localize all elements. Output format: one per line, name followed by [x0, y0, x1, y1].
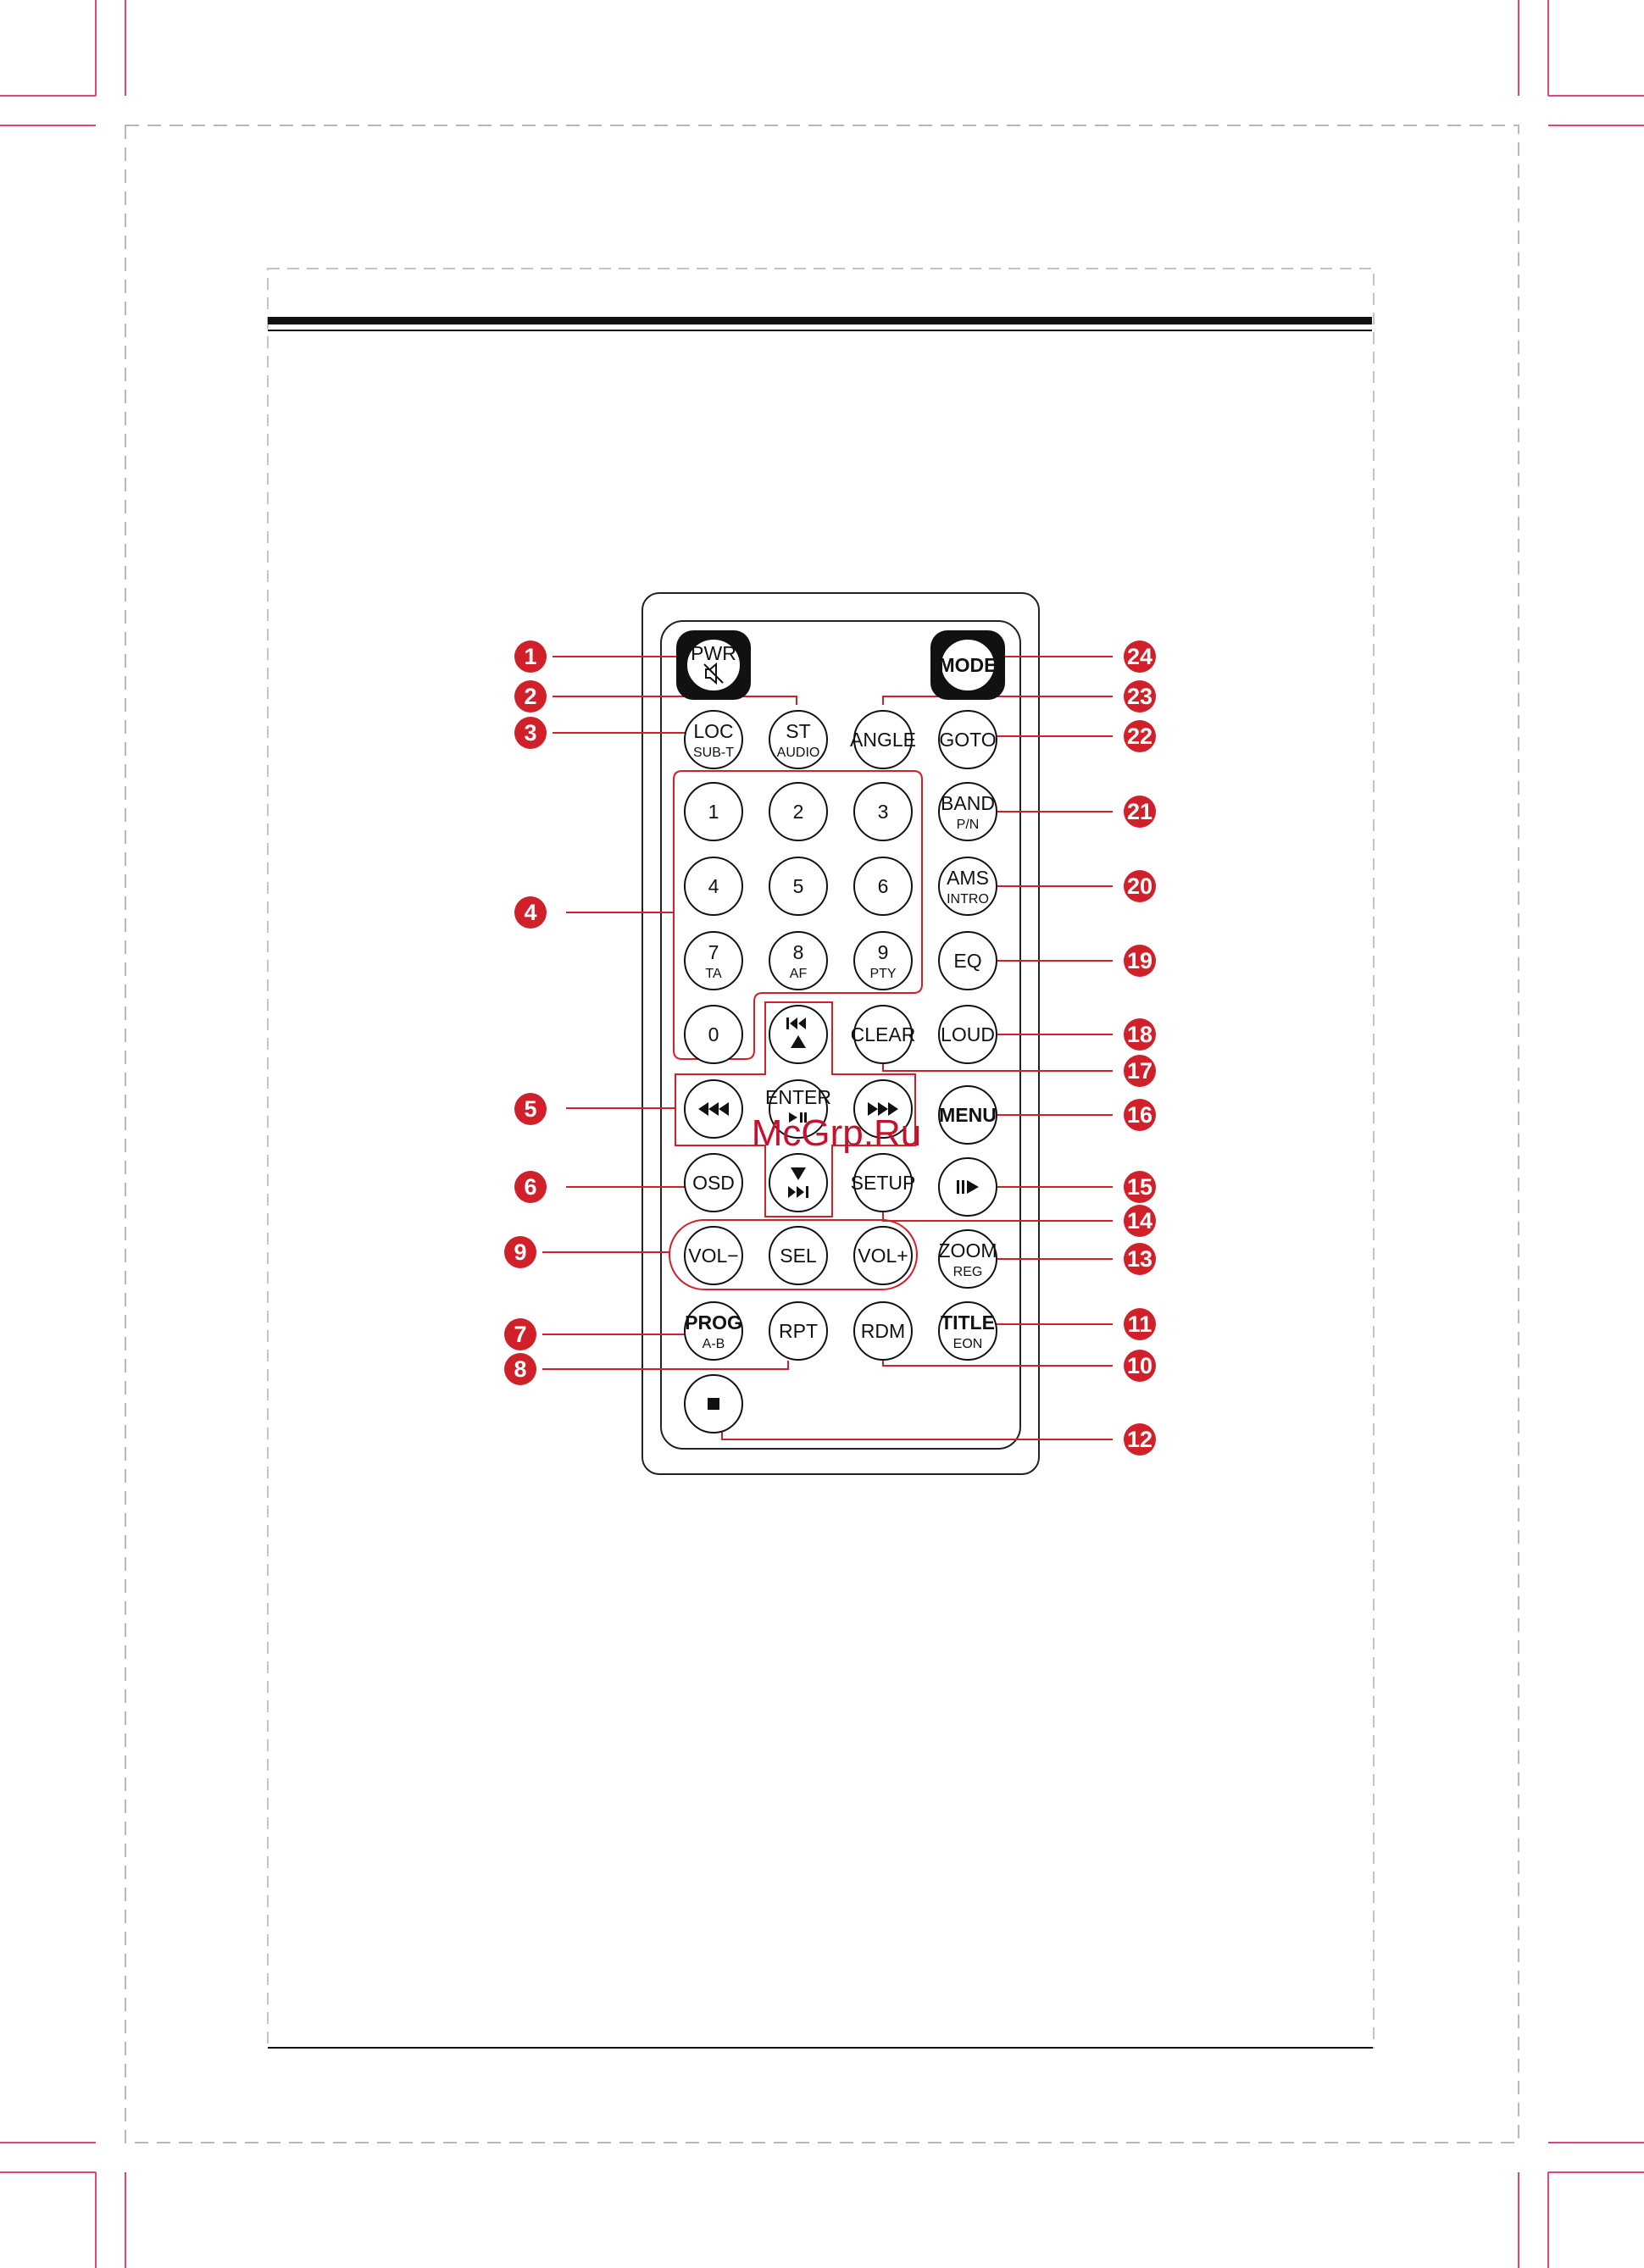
watermark: McGrp.Ru [751, 1112, 922, 1154]
callout-number: 2 [524, 684, 537, 709]
button-label: PWR [691, 642, 736, 664]
n1-button[interactable] [685, 783, 742, 840]
button-sublabel: REG [953, 1265, 983, 1279]
title-button[interactable] [939, 1302, 997, 1360]
callout-number: 3 [524, 720, 537, 746]
callout-16 [1124, 1099, 1156, 1131]
callout-9 [504, 1236, 536, 1268]
sel-button[interactable] [769, 1227, 827, 1284]
callout-number: 4 [524, 900, 537, 925]
button-label: MENU [939, 1104, 997, 1126]
callout-22 [1124, 720, 1156, 752]
callout-number: 15 [1126, 1174, 1153, 1200]
prog-button[interactable] [685, 1302, 742, 1360]
callout-number: 9 [514, 1239, 527, 1265]
button-label: ANGLE [850, 729, 916, 751]
button-label: 1 [708, 801, 719, 823]
menu-button[interactable] [939, 1086, 997, 1144]
callout-23 [1124, 680, 1156, 713]
callout-6 [514, 1171, 547, 1203]
callout-10 [1124, 1350, 1156, 1382]
header-rule [268, 330, 1372, 331]
callout-number: 24 [1126, 644, 1153, 669]
callout-18 [1124, 1018, 1156, 1051]
button-sublabel: EON [953, 1337, 983, 1351]
button-label: RDM [860, 1320, 906, 1342]
button-label: PROG [685, 1311, 742, 1334]
callout-number: 8 [514, 1356, 527, 1382]
button-label: 4 [708, 875, 719, 897]
rew-button[interactable] [685, 1080, 742, 1138]
button-label: CLEAR [850, 1023, 916, 1045]
n4-button[interactable] [685, 857, 742, 915]
button-sublabel: PTY [869, 967, 897, 981]
callout-number: 12 [1126, 1427, 1153, 1452]
callout-5 [514, 1093, 547, 1125]
rpt-button[interactable] [769, 1302, 827, 1360]
button-label: AMS [947, 867, 989, 889]
callout-2 [514, 680, 547, 713]
callout-number: 7 [514, 1322, 527, 1347]
callout-13 [1124, 1243, 1156, 1275]
button-sublabel: AUDIO [776, 746, 820, 760]
goto-button[interactable] [939, 711, 997, 768]
loud-button[interactable] [939, 1006, 997, 1063]
n9-button[interactable] [854, 932, 912, 990]
callout-11 [1124, 1308, 1156, 1340]
callout-number: 20 [1126, 873, 1153, 899]
step-button[interactable] [939, 1158, 997, 1216]
rdm-button[interactable] [854, 1302, 912, 1360]
callout-4 [514, 896, 547, 929]
mode-button[interactable] [930, 630, 1005, 700]
volm-button[interactable] [685, 1227, 742, 1284]
button-face [769, 1006, 827, 1063]
callout-number: 11 [1127, 1311, 1152, 1337]
callout-number: 19 [1126, 948, 1153, 973]
button-label: BAND [941, 792, 995, 814]
button-label: GOTO [939, 729, 997, 751]
eq-button[interactable] [939, 932, 997, 990]
button-sublabel: TA [705, 967, 722, 981]
button-sublabel: INTRO [947, 892, 989, 907]
callout-12 [1124, 1423, 1156, 1456]
button-label: ST [786, 720, 811, 742]
callout-14 [1124, 1205, 1156, 1237]
button-label: VOL+ [858, 1245, 908, 1267]
n5-button[interactable] [769, 857, 827, 915]
pwr-button[interactable] [676, 630, 751, 700]
ams-button[interactable] [939, 857, 997, 915]
volp-button[interactable] [854, 1227, 912, 1284]
button-label: 5 [792, 875, 804, 897]
button-sublabel: P/N [956, 818, 980, 832]
button-label: SEL [780, 1245, 817, 1267]
callout-number: 17 [1126, 1058, 1153, 1084]
button-label: EQ [953, 950, 982, 972]
button-label: OSD [692, 1172, 735, 1194]
n3-button[interactable] [854, 783, 912, 840]
n7-button[interactable] [685, 932, 742, 990]
button-label: VOL− [688, 1245, 739, 1267]
button-label: 8 [792, 941, 804, 963]
zoom-button[interactable] [939, 1230, 997, 1288]
button-label: SETUP [850, 1172, 916, 1194]
callout-number: 14 [1126, 1208, 1153, 1234]
button-label: 7 [708, 941, 719, 963]
button-label: 9 [877, 941, 889, 963]
callout-number: 10 [1126, 1353, 1153, 1378]
callout-7 [504, 1318, 536, 1350]
up-prev-button[interactable] [769, 1006, 827, 1063]
button-label: 3 [877, 801, 889, 823]
button-label: 6 [877, 875, 889, 897]
button-sublabel: AF [789, 967, 808, 981]
stop-button[interactable] [685, 1375, 742, 1433]
button-label: LOUD [941, 1023, 995, 1045]
callout-number: 13 [1126, 1246, 1153, 1272]
button-label: ZOOM [938, 1239, 997, 1262]
callout-15 [1124, 1171, 1156, 1203]
button-label: 0 [708, 1023, 719, 1045]
header-bar [268, 317, 1372, 324]
button-label: LOC [693, 720, 734, 742]
button-sublabel: A-B [702, 1337, 725, 1351]
osd-button[interactable] [685, 1154, 742, 1212]
callout-24 [1124, 640, 1156, 673]
callout-number: 6 [524, 1174, 537, 1200]
callout-number: 5 [524, 1096, 537, 1122]
n2-button[interactable] [769, 783, 827, 840]
button-face [769, 1154, 827, 1212]
n8-button[interactable] [769, 932, 827, 990]
button-label: RPT [779, 1320, 818, 1342]
callout-number: 21 [1126, 799, 1153, 824]
callout-21 [1124, 796, 1156, 828]
n0-button[interactable] [685, 1006, 742, 1063]
callout-17 [1124, 1055, 1156, 1087]
callout-number: 22 [1126, 724, 1153, 749]
button-label: ENTER [765, 1086, 831, 1108]
callout-1 [514, 640, 547, 673]
callout-number: 1 [524, 644, 537, 669]
callout-number: 18 [1126, 1022, 1153, 1047]
band-button[interactable] [939, 783, 997, 840]
button-label: MODE [938, 654, 997, 676]
button-label: 2 [792, 801, 804, 823]
down-next-button[interactable] [769, 1154, 827, 1212]
stop-icon [708, 1398, 719, 1410]
callout-19 [1124, 945, 1156, 977]
n6-button[interactable] [854, 857, 912, 915]
callout-number: 23 [1126, 684, 1153, 709]
callout-8 [504, 1353, 536, 1385]
button-label: TITLE [941, 1311, 995, 1334]
callout-20 [1124, 870, 1156, 902]
callout-number: 16 [1126, 1102, 1153, 1128]
callout-3 [514, 717, 547, 749]
st-button[interactable] [769, 711, 827, 768]
loc-button[interactable] [685, 711, 742, 768]
button-sublabel: SUB-T [693, 746, 734, 760]
